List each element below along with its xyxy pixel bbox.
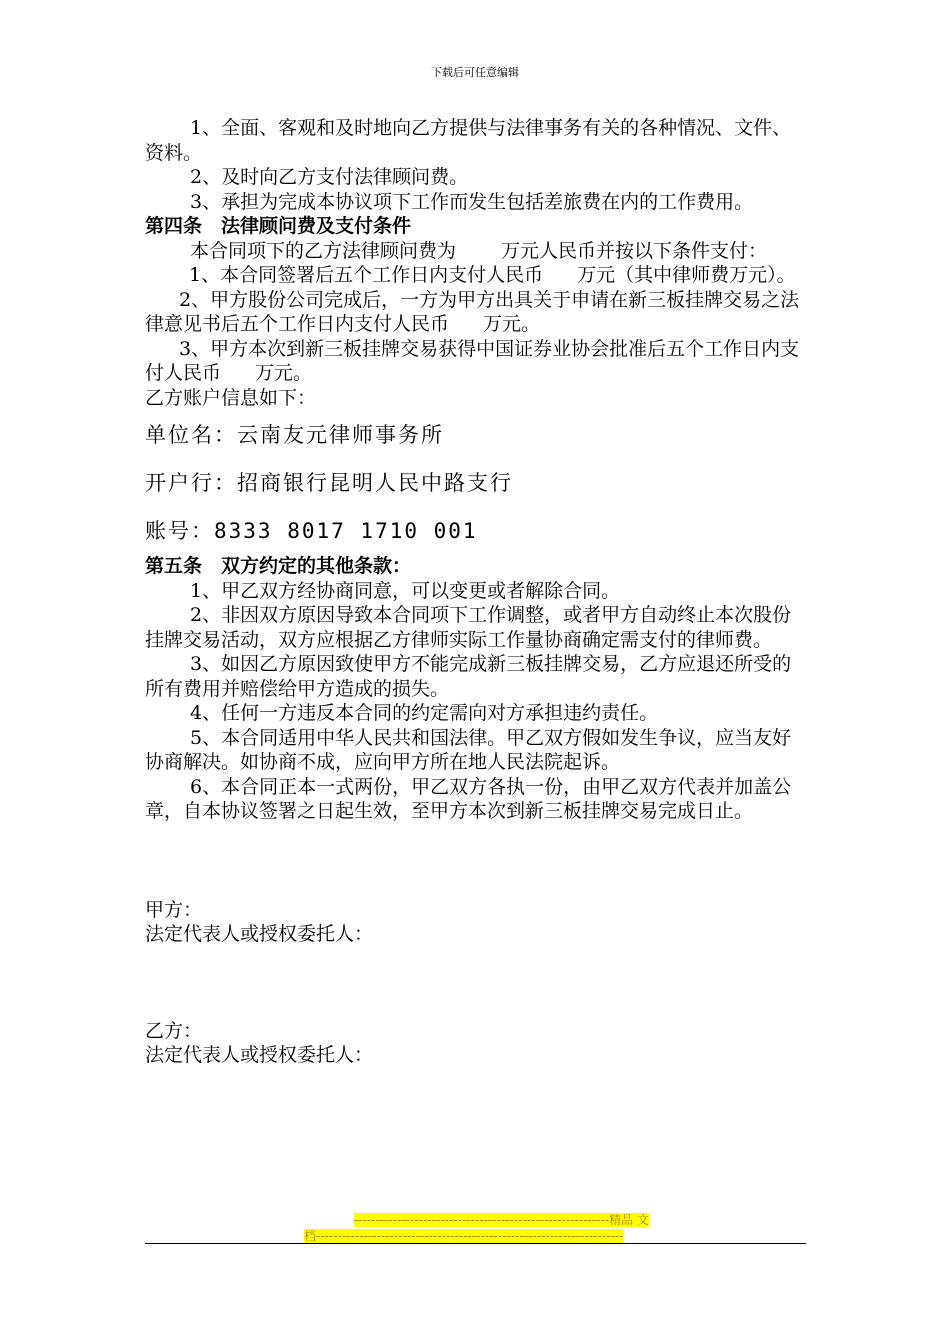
article-4-title: 第四条 法律顾问费及支付条件 xyxy=(145,215,412,237)
article-5-item-5: 5、本合同适用中华人民共和国法律。甲乙双方假如发生争议，应当友好协商解决。如协商不成，应向甲方所在地人民法院起诉。 xyxy=(145,726,792,773)
article-5-title: 第五条 双方约定的其他条款： xyxy=(145,555,412,577)
page-header: 下载后可任意编辑 xyxy=(431,66,519,79)
article-5-item-3: 3、如因乙方原因致使甲方不能完成新三板挂牌交易，乙方应退还所受的所有费用并赔偿给甲方造成的损失。 xyxy=(145,653,792,700)
account-number: 账号：8333 8017 1710 001 xyxy=(145,519,478,543)
article-5-item-4: 4、任何一方违反本合同的约定需向对方承担违约责任。 xyxy=(190,702,659,724)
article-4-item-2 xyxy=(145,288,810,337)
footer-line-2: 档----------------------------------------------------------------------- xyxy=(304,1229,624,1243)
footer-watermark xyxy=(304,1212,649,1244)
duty-item-3: 3、承担为完成本协议项下工作而发生包括差旅费在内的工作费用。 xyxy=(190,190,754,213)
article-4-intro-a: 本合同项下的乙方法律顾问费为 xyxy=(190,239,457,262)
duty-item-1: 1、全面、客观和及时地向乙方提供与法律事务有关的各种情况、文件、资料。 xyxy=(145,117,792,164)
article-4-item-3-a: 3、甲方本次到新三板挂牌交易获得中国证券业协会批准后五个工作日内支付人民币 xyxy=(145,337,800,384)
article-4-item-1 xyxy=(145,263,810,288)
article-4-item-1-a: 1、本合同签署后五个工作日内支付人民币 xyxy=(189,264,544,286)
article-4-item-3-b: 万元。 xyxy=(255,362,313,384)
article-5-item-1: 1、甲乙双方经协商同意，可以变更或者解除合同。 xyxy=(190,579,621,602)
document-body xyxy=(145,116,810,1068)
article-5-item-2: 2、非因双方原因导致本合同项下工作调整，或者甲方自动终止本次股份挂牌交易活动，双方应根据乙方律师实际工作量协商确定需支付的律师费。 xyxy=(145,604,792,651)
article-4-item-2-b: 万元。 xyxy=(483,313,541,335)
footer-divider xyxy=(145,1243,806,1244)
account-bank: 开户行：招商银行昆明人民中路支行 xyxy=(145,471,513,495)
article-4-intro-b: 万元人民币并按以下条件支付： xyxy=(501,239,768,262)
party-a-representative: 法定代表人或授权委托人： xyxy=(145,923,374,945)
account-intro: 乙方账户信息如下： xyxy=(145,386,317,409)
party-a-label: 甲方： xyxy=(145,898,203,921)
article-4-item-3 xyxy=(145,337,810,386)
party-b-representative: 法定代表人或授权委托人： xyxy=(145,1044,374,1066)
article-4-item-1-b: 万元（其中律师费万元）。 xyxy=(577,264,796,286)
party-b-label: 乙方： xyxy=(145,1019,203,1042)
account-unit-name: 单位名：云南友元律师事务所 xyxy=(145,423,444,447)
duty-item-2: 2、及时向乙方支付法律顾问费。 xyxy=(190,166,469,188)
footer-line-1: -----------------------------------------------------------精品 文 xyxy=(353,1213,649,1227)
article-4-item-2-a: 2、甲方股份公司完成后，一方为甲方出具关于申请在新三板挂牌交易之法律意见书后五个工作日内支付人民币 xyxy=(145,288,800,335)
article-4-intro xyxy=(145,239,810,264)
article-5-item-6: 6、本合同正本一式两份，甲乙双方各执一份，由甲乙双方代表并加盖公章，自本协议签署之日起生效，至甲方本次到新三板挂牌交易完成日止。 xyxy=(145,775,792,822)
